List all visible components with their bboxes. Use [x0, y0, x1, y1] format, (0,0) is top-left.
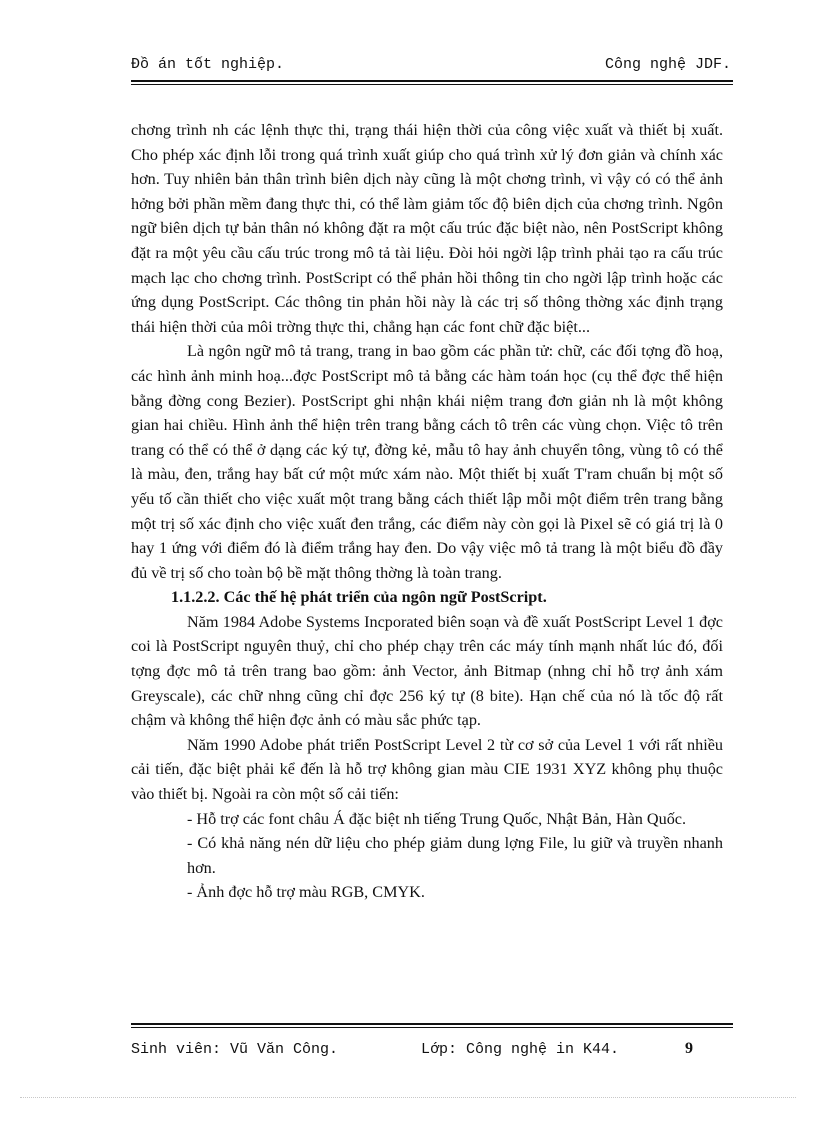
header-topic: Công nghệ JDF. — [604, 55, 731, 73]
list-item: - Hỗ trợ các font châu Á đặc biệt nh tiếng Trung Quốc, Nhật Bản, Hàn Quốc. — [187, 809, 687, 828]
page-header — [131, 50, 731, 78]
list-item: - Có khả năng nén dữ liệu cho phép giảm dung lợng File, lu giữ và truyền nhanh hơn. — [187, 834, 723, 877]
footer-student: Sinh viên: Vũ Văn Công. — [131, 1040, 339, 1058]
footer-rule-bottom — [131, 1027, 733, 1028]
header-rule-top — [131, 80, 733, 82]
header-document-title: Đồ án tốt nghiệp. — [131, 55, 285, 73]
page-bottom-dotted-line — [20, 1097, 796, 1098]
paragraph: Là ngôn ngữ mô tả trang, trang in bao gồm các phần tử: chữ, các đối tợng đồ hoạ, các hình ảnh minh hoạ...đợc PostScript mô tả bằng các hàm toán học (cụ thể đợc thể hiện bằng đờng cong Bezier). PostScript ghi nhận khái niệm trang đơn giản nh là một không gian hai chiều. Hình ảnh thể hiện trên trang bằng cách tô trên các vùng chọn. Việc tô trên trang có thể có thể ở dạng các ký tự, đờng kẻ, mẫu tô hay ảnh chuyển tông, vùng tô có thể là màu, đen, trắng hay bất cứ một mức xám nào. Một thiết bị xuất T'ram chuẩn bị một số yếu tố cần thiết cho việc xuất một trang bằng cách thiết lập mỗi một điểm trên trang bằng một trị số xác định cho việc xuất đen trắng, các điểm này còn gọi là Pixel sẽ có giá trị là 0 hay 1 ứng với điểm đó là điểm trắng hay đen. Do vậy việc mô tả trang là một biểu đồ đầy đủ về trị số cho toàn bộ bề mặt thông thờng là toàn trang. — [131, 342, 723, 582]
footer-rule-top — [131, 1023, 733, 1025]
page-number: 9 — [685, 1040, 693, 1057]
header-rule-bottom — [131, 84, 733, 85]
list-item: - Ảnh đợc hỗ trợ màu RGB, CMYK. — [187, 883, 425, 902]
section-heading: 1.1.2.2. Các thế hệ phát triển của ngôn ngữ PostScript. — [171, 588, 547, 607]
paragraph: Năm 1984 Adobe Systems Incporated biên soạn và đề xuất PostScript Level 1 đợc coi là PostScript nguyên thuỷ, chỉ cho phép chạy trên các máy tính mạnh nhất lúc đó, đối tợng đợc mô tả trên trang bao gồm: ảnh Vector, ảnh Bitmap (nhng chỉ hỗ trợ ảnh xám Greyscale), các chữ nhng cũng chỉ đợc 256 ký tự (8 bite). Hạn chế của nó là tốc độ rất chậm và không thể hiện đợc ảnh có màu sắc phức tạp. — [131, 612, 723, 730]
paragraph: chơng trình nh các lệnh thực thi, trạng thái hiện thời của công việc xuất và thiết bị xuất. Cho phép xác định lỗi trong quá trình xuất giúp cho quá trình xử lý đơn giản và chính xác hơn. Tuy nhiên bản thân trình biên dịch này cũng là một chơng trình, vì vậy có có thể ảnh hởng bởi phần mềm đang thực thi, có thể làm giảm tốc độ biên dịch của chơng trình. Ngôn ngữ biên dịch tự bản thân nó không đặt ra một cấu trúc đặc biệt nào, nên PostScript không đặt ra một yêu cầu cấu trúc trong mô tả tài liệu. Đòi hỏi ngời lập trình phải tạo ra cấu trúc mạch lạc cho chơng trình. PostScript có thể phản hồi thông tin cho ngời lập trình hoặc các ứng dụng PostScript. Các thông tin phản hồi này là các trị số thông thờng xác định trạng thái hiện thời của môi trờng thực thi, chẳng hạn các font chữ đặc biệt... — [131, 121, 723, 336]
footer-class: Lớp: Công nghệ in K44. — [421, 1040, 620, 1058]
page-body — [131, 118, 723, 905]
paragraph: Năm 1990 Adobe phát triển PostScript Level 2 từ cơ sở của Level 1 với rất nhiều cải tiến, đặc biệt phải kể đến là hỗ trợ không gian màu CIE 1931 XYZ không phụ thuộc vào thiết bị. Ngoài ra còn một số cải tiến: — [131, 735, 723, 804]
page-footer — [131, 1036, 731, 1062]
